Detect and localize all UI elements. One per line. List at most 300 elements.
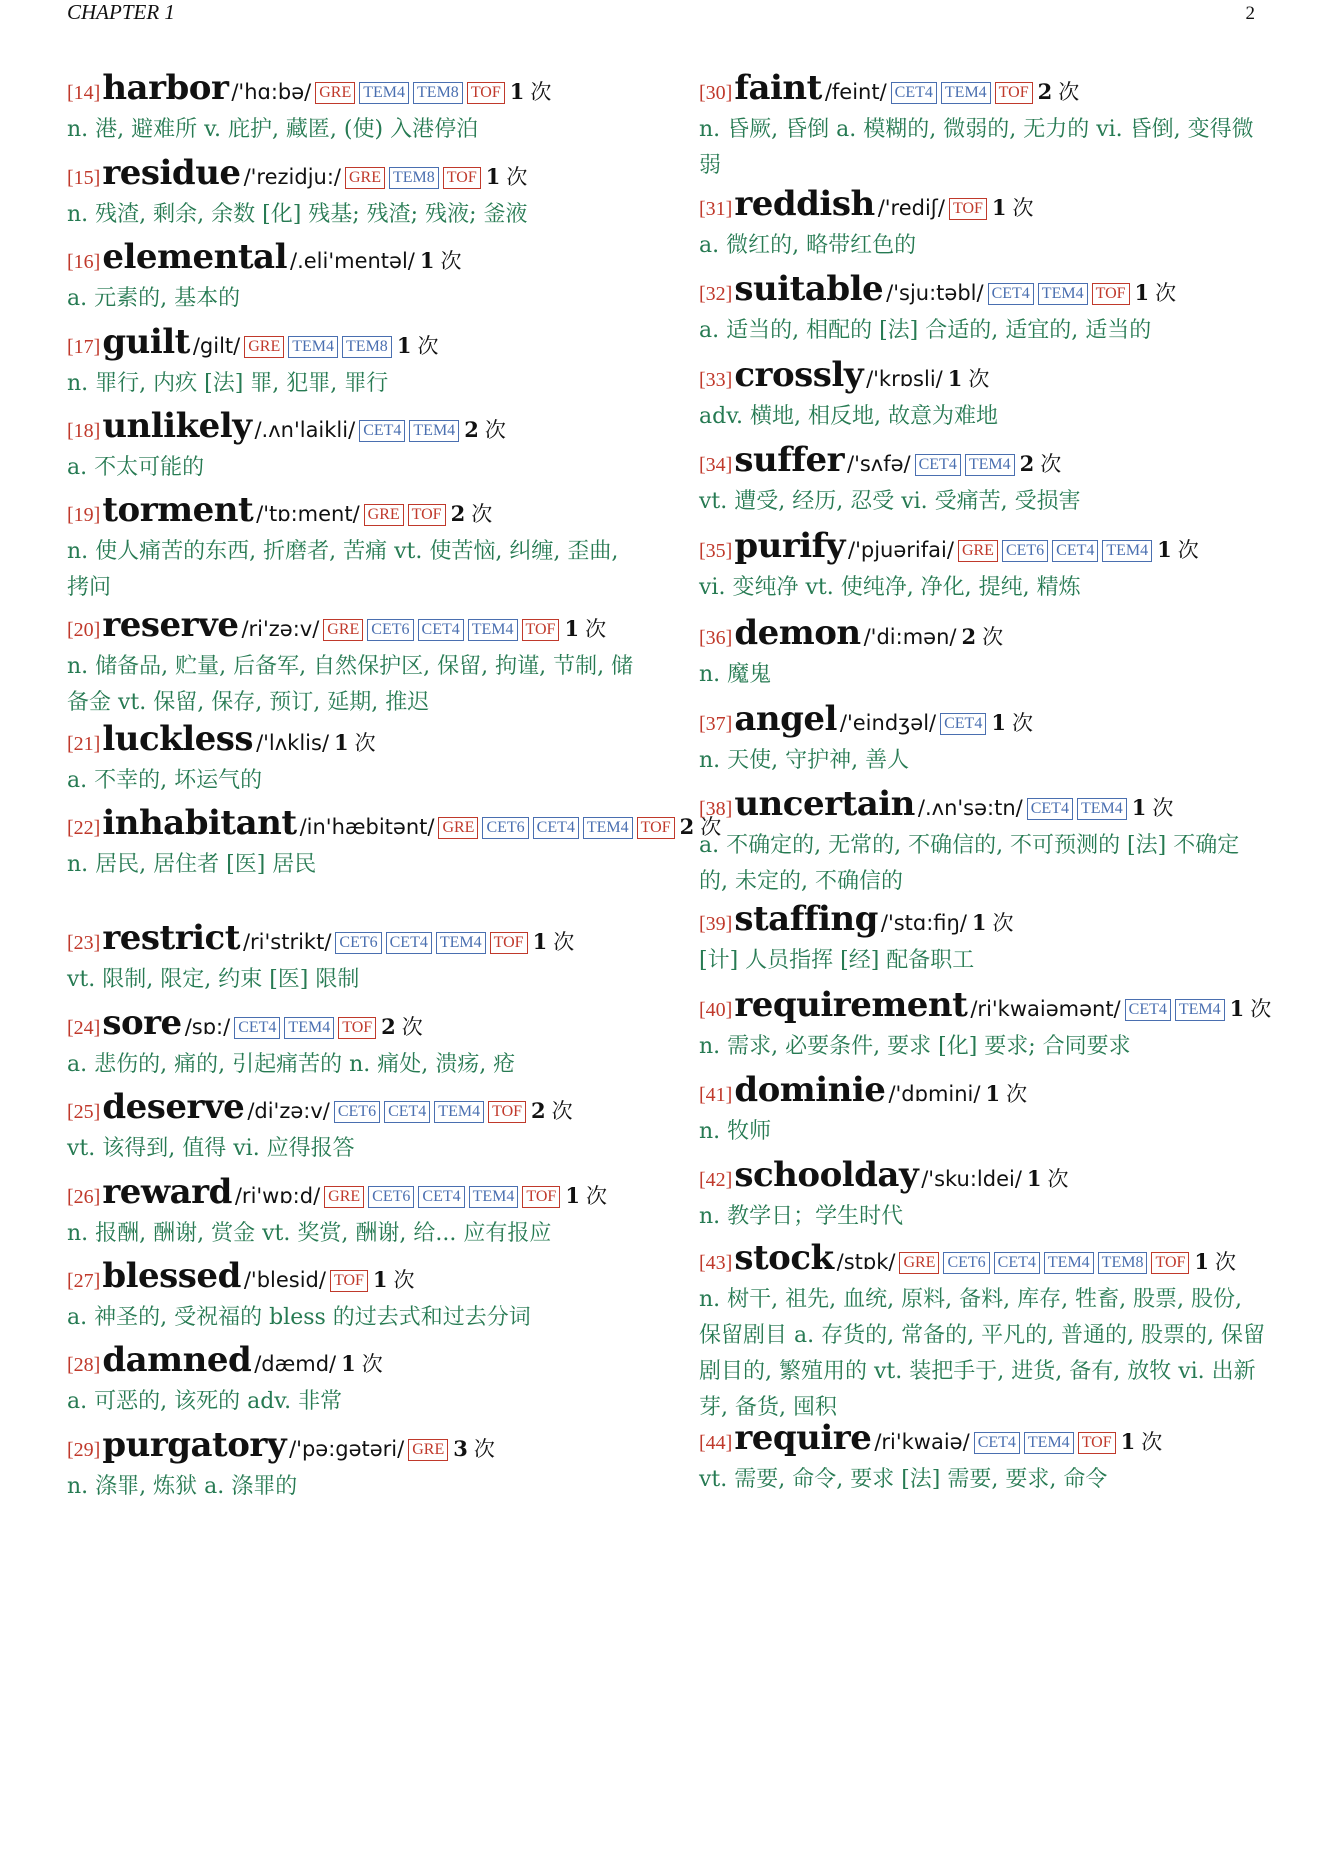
entry-headline [67, 324, 635, 366]
entry-index: [19] [67, 504, 101, 526]
count-unit: 次 [1011, 711, 1033, 735]
definition: vt. 遭受, 经历, 忍受 vi. 受痛苦, 受损害 [699, 489, 1081, 514]
exam-tag: TEM4 [1038, 283, 1088, 305]
definition: n. 使人痛苦的东西, 折磨者, 苦痛 vt. 使苦恼, 纠缠, 歪曲, 拷问 [67, 539, 619, 600]
headword: purgatory [102, 1425, 287, 1465]
page-header [67, 0, 1255, 28]
occurrence-count [948, 367, 990, 391]
count-value: 2 [1037, 79, 1053, 104]
phonetic: /ri'strikt/ [242, 930, 332, 954]
occurrence-count [564, 617, 606, 641]
phonetic: /'sju:təbl/ [886, 281, 984, 305]
vocab-entry [699, 901, 1267, 979]
exam-tag: CET4 [940, 713, 986, 735]
headword: purify [734, 526, 846, 566]
count-unit: 次 [1058, 80, 1080, 104]
vocab-entry [67, 239, 635, 317]
entry-index: [37] [699, 713, 733, 735]
headword: blessed [102, 1256, 241, 1296]
exam-tag: GRE [408, 1439, 448, 1461]
count-unit: 次 [484, 418, 506, 442]
vocab-entry [699, 442, 1267, 520]
exam-tag: TEM4 [436, 932, 486, 954]
headword: suffer [734, 440, 844, 480]
phonetic: /'rezidju:/ [243, 165, 341, 189]
phonetic: /gilt/ [192, 334, 241, 358]
headword: dominie [734, 1070, 886, 1110]
entry-index: [31] [699, 198, 733, 220]
exam-tag: CET4 [1125, 999, 1171, 1021]
phonetic: /.ʌn'sə:tn/ [917, 796, 1023, 820]
definition: n. 残渣, 剩余, 余数 [化] 残基; 残渣; 残液; 釜液 [67, 202, 528, 227]
entry-index: [16] [67, 251, 101, 273]
occurrence-count [1157, 538, 1199, 562]
vocab-entry [699, 985, 1272, 1065]
definition: n. 罪行, 内疚 [法] 罪, 犯罪, 罪行 [67, 371, 389, 396]
entry-headline [67, 1005, 635, 1047]
occurrence-count [420, 249, 462, 273]
count-value: 1 [341, 1351, 356, 1376]
exam-tag: TEM4 [1102, 540, 1152, 562]
headword: inhabitant [102, 803, 297, 843]
exam-tag: TEM4 [1077, 798, 1127, 820]
vocab-entry [699, 786, 1267, 900]
count-unit: 次 [1250, 997, 1272, 1021]
definition: a. 不确定的, 无常的, 不确信的, 不可预测的 [法] 不确定的, 未定的, 不确信的 [699, 833, 1240, 894]
occurrence-count [1020, 452, 1062, 476]
count-value: 1 [971, 910, 987, 935]
count-unit: 次 [1141, 1430, 1163, 1454]
entry-index: [33] [699, 369, 733, 391]
phonetic: /'krɒsli/ [866, 367, 943, 391]
count-value: 1 [509, 79, 525, 104]
headword: deserve [102, 1087, 245, 1127]
headword: stock [734, 1238, 834, 1278]
count-value: 1 [1157, 537, 1172, 562]
occurrence-count [1038, 80, 1080, 104]
occurrence-count [991, 711, 1033, 735]
vocab-entry [699, 1157, 1267, 1235]
definition: n. 昏厥, 昏倒 a. 模糊的, 微弱的, 无力的 vi. 昏倒, 变得微弱 [699, 117, 1254, 178]
entry-headline [67, 1258, 635, 1300]
count-unit: 次 [1006, 1082, 1028, 1106]
vocab-entry [67, 1342, 635, 1420]
exam-tag: CET4 [418, 1186, 464, 1208]
headword: residue [102, 153, 241, 193]
occurrence-count [510, 80, 552, 104]
count-unit: 次 [1152, 796, 1174, 820]
occurrence-count [961, 625, 1003, 649]
entry-headline [699, 528, 1267, 570]
exam-tag: TOF [1092, 283, 1130, 305]
occurrence-count [1230, 997, 1272, 1021]
exam-tag: GRE [899, 1252, 939, 1274]
entry-headline [67, 239, 635, 281]
definition: vt. 该得到, 值得 vi. 应得报答 [67, 1136, 355, 1161]
entry-index: [32] [699, 283, 733, 305]
exam-tag: TOF [637, 817, 675, 839]
count-unit: 次 [1047, 1167, 1069, 1191]
occurrence-count [985, 1082, 1027, 1106]
count-unit: 次 [401, 1015, 423, 1039]
phonetic: /.ʌn'laikli/ [254, 418, 356, 442]
headword: guilt [102, 322, 190, 362]
exam-tag: GRE [323, 619, 363, 641]
count-unit: 次 [417, 334, 439, 358]
headword: restrict [102, 918, 240, 958]
definition: n. 魔鬼 [699, 662, 772, 687]
exam-tag: TOF [330, 1270, 368, 1292]
phonetic: /'rediʃ/ [877, 196, 945, 220]
definition: a. 可恶的, 该死的 adv. 非常 [67, 1389, 343, 1414]
headword: faint [734, 68, 822, 108]
headword: angel [734, 699, 837, 739]
vocab-entry [67, 155, 635, 233]
count-unit: 次 [471, 502, 493, 526]
exam-tag: CET6 [335, 932, 381, 954]
definition: n. 需求, 必要条件, 要求 [化] 要求; 合同要求 [699, 1034, 1131, 1059]
entry-index: [40] [699, 999, 733, 1021]
entry-headline [67, 920, 635, 962]
entry-index: [20] [67, 619, 101, 641]
headword: uncertain [734, 784, 915, 824]
occurrence-count [1027, 1167, 1069, 1191]
entry-index: [26] [67, 1186, 101, 1208]
exam-tag: TEM4 [359, 82, 409, 104]
definition: a. 微红的, 略带红色的 [699, 233, 917, 258]
entry-headline [699, 701, 1267, 743]
exam-tag: TEM4 [583, 817, 633, 839]
occurrence-count [1132, 796, 1174, 820]
phonetic: /in'hæbitənt/ [299, 815, 435, 839]
count-value: 1 [334, 730, 349, 755]
definition: n. 居民, 居住者 [医] 居民 [67, 852, 317, 877]
count-unit: 次 [585, 1184, 607, 1208]
phonetic: /'lʌklis/ [256, 731, 330, 755]
phonetic: /'dɒmini/ [888, 1082, 981, 1106]
headword: torment [102, 490, 254, 530]
definition: n. 报酬, 酬谢, 赏金 vt. 奖赏, 酬谢, 给... 应有报应 [67, 1221, 552, 1246]
count-unit: 次 [968, 367, 990, 391]
count-value: 2 [531, 1098, 546, 1123]
entry-headline [699, 1072, 1267, 1114]
phonetic: /ri'zə:v/ [241, 617, 320, 641]
entry-headline [67, 70, 635, 112]
entry-headline [67, 1427, 635, 1469]
exam-tag: TOF [408, 504, 446, 526]
headword: damned [102, 1340, 252, 1380]
definition: a. 神圣的, 受祝福的 bless 的过去式和过去分词 [67, 1305, 531, 1330]
count-value: 1 [1194, 1249, 1210, 1274]
vocab-entry [67, 1089, 635, 1167]
exam-tag: TOF [338, 1017, 376, 1039]
exam-tag: CET4 [418, 619, 464, 641]
exam-tag: GRE [438, 817, 478, 839]
exam-tag: TEM4 [1175, 999, 1225, 1021]
headword: luckless [102, 719, 254, 759]
vocab-entry [67, 1427, 635, 1505]
count-value: 2 [679, 814, 695, 839]
headword: schoolday [734, 1155, 919, 1195]
entry-headline [699, 786, 1267, 828]
count-value: 1 [947, 366, 963, 391]
exam-tag: TEM8 [389, 167, 439, 189]
vocab-entry [699, 271, 1267, 349]
definition: vt. 需要, 命令, 要求 [法] 需要, 要求, 命令 [699, 1467, 1108, 1492]
count-value: 1 [1229, 996, 1245, 1021]
exam-tag: TEM4 [409, 420, 459, 442]
entry-index: [41] [699, 1084, 733, 1106]
entry-headline [699, 1240, 1267, 1282]
count-unit: 次 [393, 1268, 415, 1292]
phonetic: /stɒk/ [836, 1250, 896, 1274]
headword: harbor [102, 68, 229, 108]
count-unit: 次 [440, 249, 462, 273]
vocab-entry [67, 70, 635, 148]
occurrence-count [464, 418, 506, 442]
exam-tag: CET6 [367, 619, 413, 641]
phonetic: /'sku:ldei/ [921, 1167, 1022, 1191]
phonetic: /'blesid/ [243, 1268, 326, 1292]
exam-tag: TOF [522, 619, 560, 641]
headword: demon [734, 613, 861, 653]
count-value: 1 [1131, 795, 1147, 820]
headword: suitable [734, 269, 884, 309]
vocab-entry [699, 701, 1267, 779]
definition: a. 不幸的, 坏运气的 [67, 768, 263, 793]
exam-tag: TOF [522, 1186, 560, 1208]
count-unit: 次 [361, 1352, 383, 1376]
headword: elemental [102, 237, 287, 277]
entry-index: [39] [699, 913, 733, 935]
exam-tag: CET4 [988, 283, 1034, 305]
count-unit: 次 [1155, 281, 1177, 305]
count-value: 1 [991, 195, 1007, 220]
vocab-entry [67, 1174, 635, 1252]
vocab-entry [699, 186, 1267, 264]
exam-tag: GRE [958, 540, 998, 562]
entry-index: [29] [67, 1439, 101, 1461]
count-unit: 次 [982, 625, 1004, 649]
definition: n. 港, 避难所 v. 庇护, 藏匿, (使) 入港停泊 [67, 117, 479, 142]
count-value: 1 [991, 710, 1006, 735]
count-value: 2 [1019, 451, 1035, 476]
vocab-entry [699, 615, 1267, 693]
headword: unlikely [102, 406, 252, 446]
vocab-entry [699, 1240, 1267, 1426]
count-unit: 次 [1040, 452, 1062, 476]
exam-tag: TOF [490, 932, 528, 954]
entry-index: [34] [699, 454, 733, 476]
count-unit: 次 [1177, 538, 1199, 562]
vocab-entry [699, 1072, 1267, 1150]
count-unit: 次 [1215, 1250, 1237, 1274]
vocab-entry [699, 1420, 1267, 1498]
headword: reward [102, 1172, 232, 1212]
exam-tag: TEM4 [468, 619, 518, 641]
exam-tag: TEM4 [434, 1101, 484, 1123]
vocab-entry [67, 607, 635, 721]
occurrence-count [373, 1268, 415, 1292]
entry-index: [21] [67, 733, 101, 755]
definition: n. 涤罪, 炼狱 a. 涤罪的 [67, 1474, 298, 1499]
entry-index: [30] [699, 82, 733, 104]
vocab-entry [67, 920, 635, 998]
exam-tag: GRE [244, 336, 284, 358]
exam-tag: TOF [1151, 1252, 1189, 1274]
occurrence-count [531, 1099, 573, 1123]
vocab-entry [699, 528, 1267, 606]
vocab-entry [699, 357, 1267, 435]
count-value: 1 [565, 1183, 580, 1208]
entry-headline [67, 1174, 635, 1216]
entry-headline [699, 70, 1267, 112]
exam-tag: CET4 [533, 817, 579, 839]
exam-tag: CET4 [1052, 540, 1098, 562]
exam-tag: TEM8 [1098, 1252, 1148, 1274]
definition: a. 悲伤的, 痛的, 引起痛苦的 n. 痛处, 溃疡, 疮 [67, 1052, 516, 1077]
phonetic: /'sʌfə/ [847, 452, 911, 476]
count-value: 3 [453, 1436, 468, 1461]
count-value: 1 [485, 164, 501, 189]
occurrence-count [1121, 1430, 1163, 1454]
occurrence-count [486, 165, 528, 189]
entry-headline [67, 721, 635, 763]
count-value: 1 [1134, 280, 1150, 305]
exam-tag: GRE [364, 504, 404, 526]
exam-tag: CET6 [368, 1186, 414, 1208]
exam-tag: CET6 [943, 1252, 989, 1274]
exam-tag: TEM8 [342, 336, 392, 358]
exam-tag: TEM4 [288, 336, 338, 358]
exam-tag: CET6 [482, 817, 528, 839]
entry-index: [44] [699, 1432, 733, 1454]
occurrence-count [453, 1437, 495, 1461]
vocab-entry [67, 408, 635, 486]
count-unit: 次 [700, 815, 722, 839]
count-unit: 次 [473, 1437, 495, 1461]
entry-index: [22] [67, 817, 101, 839]
occurrence-count [533, 930, 575, 954]
entry-index: [27] [67, 1270, 101, 1292]
entry-index: [38] [699, 798, 733, 820]
definition: n. 牧师 [699, 1119, 772, 1144]
count-value: 1 [1120, 1429, 1136, 1454]
phonetic: /dæmd/ [254, 1352, 337, 1376]
exam-tag: CET4 [974, 1432, 1020, 1454]
headword: sore [102, 1003, 182, 1043]
count-value: 1 [372, 1267, 388, 1292]
entry-headline [67, 1342, 635, 1384]
exam-tag: TEM8 [413, 82, 463, 104]
count-value: 1 [1026, 1166, 1042, 1191]
exam-tag: CET4 [234, 1017, 280, 1039]
occurrence-count [1194, 1250, 1236, 1274]
exam-tag: CET4 [359, 420, 405, 442]
count-value: 1 [532, 929, 548, 954]
occurrence-count [341, 1352, 383, 1376]
definition: n. 树干, 祖先, 血统, 原料, 备料, 库存, 牲畜, 股票, 股份, 保留剧目 a. 存货的, 常备的, 平凡的, 普通的, 股票的, 保留剧目的, 繁殖用的 vt. 装把手于, 进货, 备有, 放牧 vi. 出新芽, 备货, 囤积 [699, 1287, 1266, 1420]
occurrence-count [381, 1015, 423, 1039]
phonetic: /ri'kwaiəmənt/ [970, 997, 1121, 1021]
vocab-entry [699, 70, 1267, 184]
occurrence-count [1135, 281, 1177, 305]
headword: require [734, 1418, 872, 1458]
entry-index: [17] [67, 336, 101, 358]
entry-index: [14] [67, 82, 101, 104]
phonetic: /'stɑ:fiŋ/ [880, 911, 967, 935]
headword: reserve [102, 605, 239, 645]
entry-headline [699, 901, 1267, 943]
exam-tag: CET4 [994, 1252, 1040, 1274]
entry-headline [67, 408, 635, 450]
vocab-entry [67, 492, 635, 606]
exam-tag: CET4 [386, 932, 432, 954]
phonetic: /di'zə:v/ [247, 1099, 330, 1123]
exam-tag: TOF [1078, 1432, 1116, 1454]
exam-tag: CET4 [1027, 798, 1073, 820]
headword: staffing [734, 899, 878, 939]
occurrence-count [397, 334, 439, 358]
count-unit: 次 [585, 617, 607, 641]
phonetic: /'eindʒəl/ [839, 711, 937, 735]
phonetic: /.eli'mentəl/ [290, 249, 415, 273]
definition: vi. 变纯净 vt. 使纯净, 净化, 提纯, 精炼 [699, 575, 1081, 600]
entry-index: [24] [67, 1017, 101, 1039]
phonetic: /sɒ:/ [184, 1015, 231, 1039]
exam-tag: TOF [949, 198, 987, 220]
definition: n. 天使, 守护神, 善人 [699, 748, 910, 773]
phonetic: /ri'wɒ:d/ [234, 1184, 321, 1208]
vocab-entry [67, 1005, 635, 1083]
phonetic: /'hɑ:bə/ [231, 80, 312, 104]
headword: reddish [734, 184, 875, 224]
count-value: 1 [419, 248, 435, 273]
page-number: 2 [1245, 3, 1255, 24]
count-value: 1 [985, 1081, 1001, 1106]
entry-headline [699, 357, 1267, 399]
entry-index: [42] [699, 1169, 733, 1191]
entry-index: [23] [67, 932, 101, 954]
entry-headline [699, 1157, 1267, 1199]
entry-index: [25] [67, 1101, 101, 1123]
entry-headline [699, 442, 1267, 484]
occurrence-count [334, 731, 376, 755]
entry-index: [43] [699, 1252, 733, 1274]
phonetic: /'di:mən/ [863, 625, 957, 649]
exam-tag: CET6 [334, 1101, 380, 1123]
entry-headline [67, 492, 635, 534]
exam-tag: TOF [488, 1101, 526, 1123]
definition: vt. 限制, 限定, 约束 [医] 限制 [67, 967, 360, 992]
count-value: 1 [564, 616, 580, 641]
vocab-entry [67, 721, 635, 799]
count-unit: 次 [530, 80, 552, 104]
count-value: 2 [450, 501, 466, 526]
occurrence-count [972, 911, 1014, 935]
entry-headline [67, 1089, 635, 1131]
exam-tag: TOF [467, 82, 505, 104]
exam-tag: TEM4 [284, 1017, 334, 1039]
phonetic: /'tɒ:ment/ [256, 502, 360, 526]
occurrence-count [565, 1184, 607, 1208]
exam-tag: CET6 [1002, 540, 1048, 562]
count-value: 2 [381, 1014, 396, 1039]
exam-tag: TEM4 [1024, 1432, 1074, 1454]
phonetic: /'pə:gətəri/ [289, 1437, 405, 1461]
phonetic: /ri'kwaiə/ [874, 1430, 970, 1454]
exam-tag: CET4 [891, 82, 937, 104]
